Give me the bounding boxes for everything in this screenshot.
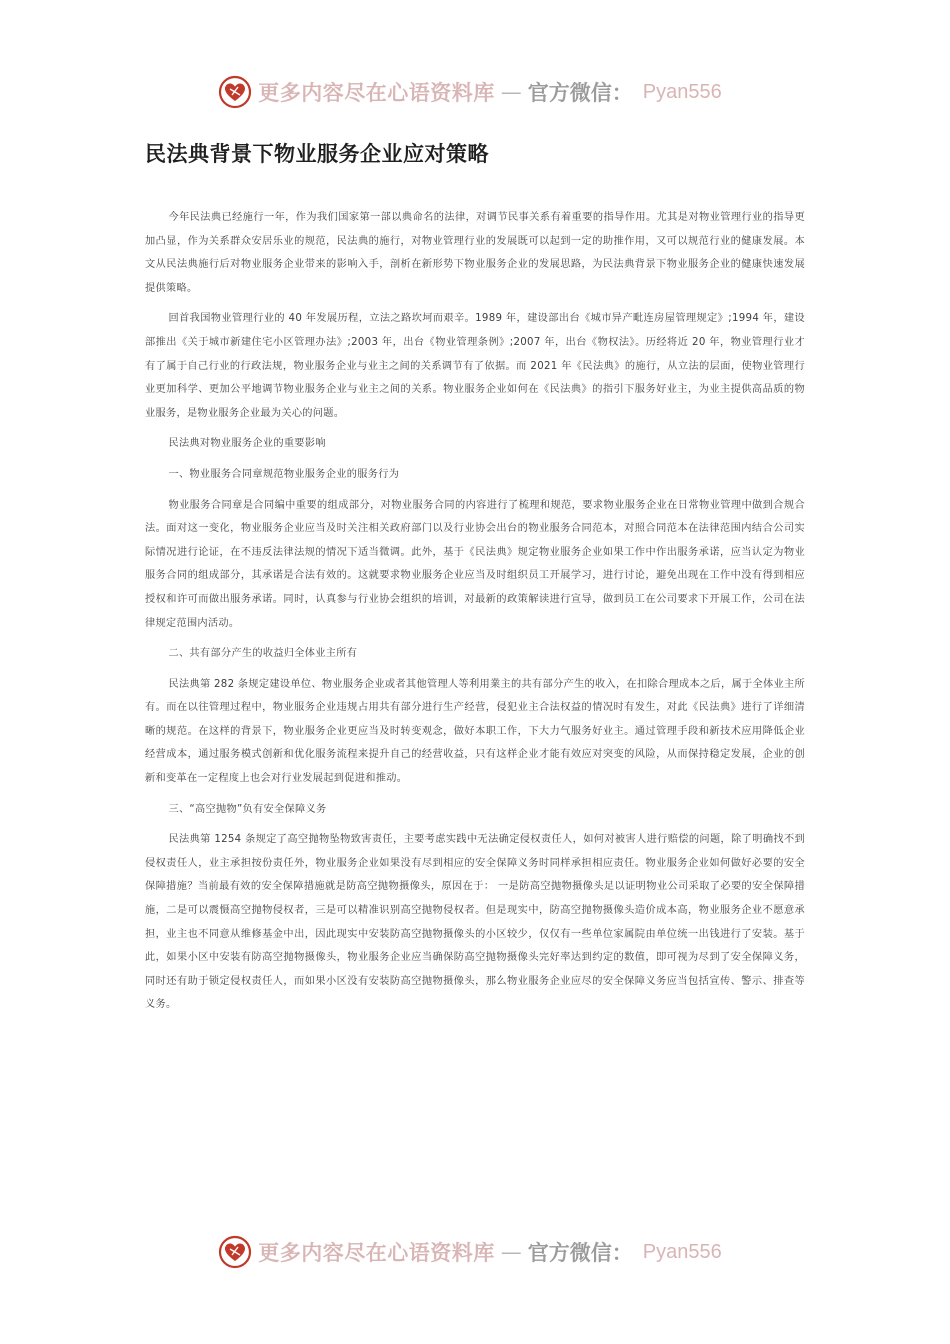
banner-dash: — [500,1240,522,1264]
banner-wechat-label: 官方微信： [527,1240,633,1265]
banner-content [218,1235,721,1269]
banner-wechat-id: Pyan556 [642,80,722,103]
heart-seal-logo-icon [218,75,252,109]
subheading-falling-objects: 三、“高空抛物”负有安全保障义务 [168,803,327,815]
paragraph-intro: 今年民法典已经施行一年，作为我们国家第一部以典命名的法律，对调节民事关系有着重要的指导作用。尤其是对物业管理行业的指导更加凸显，作为关系群众安居乐业的规范，民法典的施行，对物业管理行业的发展既可以起到一定的助推作用，又可以规范行业的健康发展。本文从民法典施行后对物业服务企业带来的影响入手，剖析在新形势下物业服务企业的发展思路，为民法典背景下物业服务企业的健康快速发展提供策略。 [145,212,805,294]
banner-dash: — [500,80,522,104]
heart-seal-logo-icon [218,1235,252,1269]
section-heading-impact: 民法典对物业服务企业的重要影响 [168,438,326,450]
top-banner [0,72,950,112]
paragraph-falling-objects: 民法典第 1254 条规定了高空抛物坠物致害责任，主要考虑实践中无法确定侵权责任人，如何对被害人进行赔偿的问题，除了明确找不到侵权责任人，业主承担按份责任外，物业服务企业如果没有尽到相应的安全保障义务时同样承担相应责任。物业服务企业如何做好必要的安全保障措施？当前最有效的安全保障措施就是防高空抛物摄像头，原因在于： 一是防高空抛物摄像头足以证明物业公司采取了必要的安全保障措施，二是可以震慑高空抛物侵权者，三是可以精准识别高空抛物侵权者。但是现实中，防高空抛物摄像头造价成本高，物业服务企业不愿意承担，业主也不同意从维修基金中出，因此现实中安装防高空抛物摄像头的小区较少，仅仅有一些单位家属院由单位统一出钱进行了安装。基于此，如果小区中安装有防高空抛物摄像头，物业服务企业应当确保防高空抛物摄像头完好率达到约定的数值，即可视为尽到了安全保障义务，同时还有助于锁定侵权责任人，而如果小区没有安装防高空抛物摄像头，那么物业服务企业应尽的安全保障义务应当包括宣传、警示、排查等义务。 [145,834,805,1011]
document-body [145,206,805,1024]
banner-wechat-id: Pyan556 [642,1240,722,1263]
subheading-common-revenue: 二、共有部分产生的收益归全体业主所有 [168,648,358,660]
paragraph-common-revenue: 民法典第 282 条规定建设单位、物业服务企业或者其他管理人等利用業主的共有部分产生的收入，在扣除合理成本之后，属于全体业主所有。而在以往管理过程中，物业服务企业违规占用共有部分进行生产经营，侵犯业主合法权益的情况时有发生，对此《民法典》进行了详细清晰的规范。在这样的背景下，物业服务企业更应当及时转变观念，做好本职工作，下大力气服务好业主。通过管理手段和新技术应用降低企业经营成本，通过服务模式创新和优化服务流程来提升自己的经营收益，只有这样企业才能有效应对突变的风险，从而保持稳定发展，企业的创新和变革在一定程度上也会对行业发展起到促进和推动。 [145,678,805,785]
banner-wechat-label: 官方微信： [527,80,633,105]
banner-content [218,75,721,109]
paragraph-history: 回首我国物业管理行业的 40 年发展历程，立法之路坎坷而艰辛。1989 年，建设部出台《城市异产毗连房屋管理规定》;1994 年，建设部推出《关于城市新建住宅小区管理办法》;2003 年，出台《物业管理条例》;2007 年，出台《物权法》。历经将近 20 年，物业管理行业才有了属于自己行业的行政法规，物业服务企业与业主之间的关系调节有了依据。而 2021 年《民法典》的施行，从立法的层面，使物业管理行业更加科学、更加公平地调节物业服务企业与业主之间的关系。物业服务企业如何在《民法典》的指引下服务好业主，为业主提供高品质的物业服务，是物业服务企业最为关心的问题。 [145,313,805,419]
bottom-banner [0,1232,950,1272]
banner-main-text: 更多内容尽在心语资料库 [258,1240,495,1265]
document-title: 民法典背景下物业服务企业应对策略 [145,142,489,166]
paragraph-contract: 物业服务合同章是合同编中重要的组成部分，对物业服务合同的内容进行了梳理和规范，要求物业服务企业在日常物业管理中做到合规合法。面对这一变化，物业服务企业应当及时关注相关政府部门以及行业协会出台的物业服务合同范本，对照合同范本在法律范围内结合公司实际情况进行论证，在不违反法律法规的情况下适当微调。此外，基于《民法典》规定物业服务企业如果工作中作出服务承诺，应当认定为物业服务合同的组成部分，其承诺是合法有效的。这就要求物业服务企业应当及时组织员工开展学习，进行讨论，避免出现在工作中没有得到相应授权和许可而做出服务承诺。同时，认真参与行业协会组织的培训，对最新的政策解读进行宣导，做到员工在公司要求下开展工作，公司在法律规定范围内活动。 [145,499,805,629]
subheading-contract: 一、物业服务合同章规范物业服务企业的服务行为 [168,468,400,480]
banner-main-text: 更多内容尽在心语资料库 [258,80,495,105]
